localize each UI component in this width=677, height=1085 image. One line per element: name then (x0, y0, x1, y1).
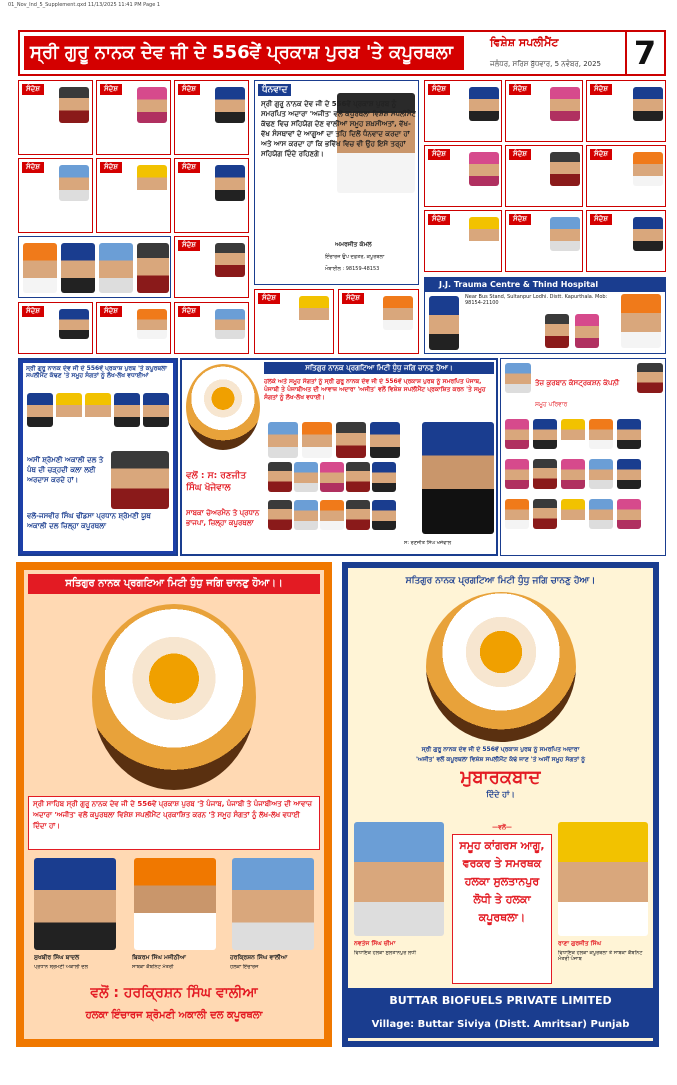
portrait (99, 243, 133, 293)
message-box (18, 158, 93, 233)
message-box (174, 158, 249, 233)
ad-left-body: ਸ੍ਰੀ ਸਾਹਿਬ ਸ੍ਰੀ ਗੁਰੂ ਨਾਨਕ ਦੇਵ ਜੀ ਦੇ 556ਵੇਂ ਪ੍ਰਕਾਸ਼ ਪੁਰਬ 'ਤੇ ਪੰਜਾਬ, ਪੰਜਾਬੀ ਤੇ ਪੰਜਾਬੀਅਤ ਦੀ ਆਵਾਜ਼ ਅਦਾਰਾ 'ਅਜੀਤ' ਵਲੋਂ ਕਪੂਰਥਲਾ ਵਿਸ਼ੇਸ਼ ਸਪਲੀਮੈਂਟ ਪ੍ਰਕਾਸ਼ਿਤ ਕਰਨ 'ਤੇ ਸਮੂਹ ਸੰਗਤਾਂ ਨੂੰ ਲੱਖ-ਲੱਖ ਵਧਾਈ ਦਿੰਦਾ ਹਾਂ। (28, 796, 320, 850)
portrait (575, 314, 599, 348)
portrait (589, 459, 613, 489)
message-label: ਸੰਦੇਸ਼ (100, 306, 122, 317)
ad-right-line1: ਸ੍ਰੀ ਗੁਰੂ ਨਾਨਕ ਦੇਵ ਜੀ ਦੇ 556ਵੇਂ ਪ੍ਰਕਾਸ਼ ਪੁਰਬ ਨੂੰ ਸਮਰਪਿਤ ਅਦਾਰਾ (421, 746, 580, 753)
ad-left-from: ਵਲੋਂ : ਹਰਕ੍ਰਿਸ਼ਨ ਸਿੰਘ ਵਾਲੀਆ (90, 985, 258, 1001)
message-box (174, 236, 249, 298)
portrait (23, 243, 57, 293)
thanks-body: ਸ੍ਰੀ ਗੁਰੂ ਨਾਨਕ ਦੇਵ ਜੀ ਦੇ 556ਵੇਂ ਪ੍ਰਕਾਸ਼ ਪੁਰਬ ਨੂੰ ਸਮਰਪਿਤ ਅਦਾਰਾ 'ਅਜੀਤ' ਵਲੋਂ ਕਪੂਰਥਲਾ ਵਿਸ਼ੇਸ਼ ਸਪਲੀਮੈਂਟ ਕੱਢਣ ਵਿਚ ਸਹਿਯੋਗ ਦੇਣ ਵਾਲੀਆਂ ਸਮੂਹ ਸ਼ਖ਼ਸੀਅਤਾਂ, ਵੱਖ-ਵੱਖ ਸੰਸਥਾਵਾਂ ਦੇ ਆਗੂਆਂ ਦਾ ਤਹਿ ਦਿਲੋਂ ਧੰਨਵਾਦ ਕਰਦਾ ਹਾਂ ਅਤੇ ਆਸ ਕਰਦਾ ਹਾਂ ਕਿ ਭਵਿੱਖ ਵਿਚ ਵੀ ਉਹ ਇਸੇ ਤਰ੍ਹਾਂ ਸਹਿਯੋਗ ਦਿੰਦੇ ਰਹਿਣਗੇ। (261, 100, 416, 158)
message-label: ਸੰਦੇਸ਼ (428, 84, 450, 95)
mid-left-body: ਅਸੀਂ ਸ਼੍ਰੋਮਣੀ ਅਕਾਲੀ ਦਲ ਤੇ ਪੰਥ ਦੀ ਚੜ੍ਹਦੀ ਕਲਾ ਲਈ ਅਰਦਾਸ ਕਰਦੇ ਹਾਂ। (27, 456, 104, 484)
portrait (56, 393, 82, 427)
ad-right-line2: 'ਅਜੀਤ' ਵਲੋਂ ਕਪੂਰਥਲਾ ਵਿਸ਼ੇਸ਼ ਸਪਲੀਮੈਂਟ ਕੱਢੇ ਜਾਣ 'ਤੇ ਅਸੀਂ ਸਮੂਹ ਸੰਗਤਾਂ ਨੂੰ (415, 756, 586, 763)
portrait (633, 217, 663, 251)
portrait (370, 422, 400, 458)
page-title: ਸ੍ਰੀ ਗੁਰੂ ਨਾਨਕ ਦੇਵ ਜੀ ਦੇ 556ਵੇਂ ਪ੍ਰਕਾਸ਼ ਪੁਰਬ 'ਤੇ ਕਪੂਰਥਲਾ (24, 36, 464, 70)
mid-center-ad (180, 358, 498, 556)
message-label: ਸੰਦੇਸ਼ (100, 84, 122, 95)
portrait (561, 459, 585, 489)
message-label: ਸੰਦੇਸ਼ (100, 162, 122, 173)
message-label: ਸੰਦੇਸ਼ (590, 84, 612, 95)
message-box (424, 80, 502, 142)
mid-center-role: ਸਾਬਕਾ ਚੇਅਰਮੈਨ ਤੇ ਪ੍ਰਧਾਨ ਭਾਜਪਾ, ਜ਼ਿਲ੍ਹਾ ਕਪੂਰਥਲਾ (186, 509, 260, 527)
portrait (617, 419, 641, 449)
mid-center-from: ਵਲੋਂ : ਸ: ਰਣਜੀਤ ਸਿੰਘ ਖੋਜੇਵਾਲ (186, 471, 247, 493)
group-photo-box (18, 236, 171, 298)
portrait (637, 363, 663, 393)
message-label: ਸੰਦੇਸ਼ (22, 162, 44, 173)
mid-right-ad (500, 358, 666, 556)
ad-right-from: —ਵਲੋਂ— (492, 824, 512, 831)
portrait (232, 858, 314, 950)
portrait (422, 422, 494, 534)
portrait (336, 422, 366, 458)
portrait (533, 499, 557, 529)
message-box (424, 210, 502, 272)
portrait (346, 500, 370, 530)
person-role: ਸਾਬਕਾ ਕੈਬਨਿਟ ਮੰਤਰੀ (132, 964, 174, 970)
message-label: ਸੰਦੇਸ਼ (428, 214, 450, 225)
message-label: ਸੰਦੇਸ਼ (22, 306, 44, 317)
mid-center-banner: ਸਤਿਗੁਰ ਨਾਨਕ ਪ੍ਰਗਟਿਆ ਮਿਟੀ ਧੁੰਧੁ ਜਗਿ ਚਾਨਣੁ ਹੋਆ। (264, 362, 494, 374)
message-box (505, 210, 583, 272)
portrait (633, 152, 663, 186)
message-box (586, 80, 666, 142)
portrait (215, 309, 245, 339)
portrait (59, 87, 89, 123)
message-box (505, 145, 583, 207)
message-box (96, 80, 171, 155)
message-box (18, 80, 93, 155)
message-box (586, 210, 666, 272)
message-box (174, 80, 249, 155)
portrait (617, 499, 641, 529)
mid-left-ad (18, 358, 178, 556)
upper-grid (18, 80, 666, 355)
portrait (354, 822, 444, 936)
page-number: 7 (625, 32, 663, 74)
portrait (294, 462, 318, 492)
portrait (621, 294, 661, 348)
message-label: ਸੰਦੇਸ਼ (428, 149, 450, 160)
message-label: ਸੰਦੇਸ਼ (509, 214, 531, 225)
portrait (633, 87, 663, 121)
supplement-label: ਵਿਸ਼ੇਸ਼ ਸਪਲੀਮੈਂਟ (490, 36, 559, 49)
mid-left-lead: ਸ੍ਰੀ ਗੁਰੂ ਨਾਨਕ ਦੇਵ ਜੀ ਦੇ 556ਵੇਂ ਪ੍ਰਕਾਸ਼ ਪੁਰਬ 'ਤੇ ਕਪੂਰਥਲਾ ਸਪਲੀਮੈਂਟ ਕੱਢਣ 'ਤੇ ਸਮੂਹ ਸੰਗਤਾਂ ਨੂੰ ਲੱਖ-ਲੱਖ ਵਧਾਈਆਂ (26, 365, 167, 379)
portrait (545, 314, 569, 348)
thanks-role: ਇੰਚਾਰਜ ਉਪ ਦਫ਼ਤਰ, ਕਪੂਰਥਲਾ (325, 254, 385, 260)
portrait (533, 419, 557, 449)
message-box (96, 302, 171, 354)
portrait (268, 422, 298, 458)
print-slug: 01_Nov_Ind_5_Supplement.qxd 11/13/2025 11:41 PM Page 1 (8, 2, 161, 8)
portrait (215, 165, 245, 201)
message-label: ਸੰਦੇਸ਼ (342, 293, 364, 304)
person-name: ਰਾਣਾ ਗੁਰਜੀਤ ਸਿੰਘ (558, 940, 602, 947)
portrait (505, 363, 531, 393)
message-label: ਸੰਦੇਸ਼ (178, 306, 200, 317)
ad-right-banner: ਸਤਿਗੁਰ ਨਾਨਕ ਪ੍ਰਗਟਿਆ ਮਿਟੀ ਧੁੰਧੁ ਜਗਿ ਚਾਨਣੁ ਹੋਆ। (405, 576, 596, 586)
portrait (59, 165, 89, 201)
person-name: ਹਰਕ੍ਰਿਸ਼ਨ ਸਿੰਘ ਵਾਲੀਆ (230, 954, 288, 961)
mid-left-inner (23, 363, 173, 551)
portrait (137, 243, 169, 293)
portrait (294, 500, 318, 530)
portrait (299, 296, 329, 330)
portrait (85, 393, 111, 427)
portrait (34, 858, 116, 950)
portrait (372, 500, 396, 530)
mid-right-title: ਤੇਜ਼ ਕੁਰਬਾਨ ਕੰਸਟ੍ਰਕਸ਼ਨ ਕੰਪਨੀ (535, 379, 620, 387)
portrait (383, 296, 413, 330)
portrait (215, 87, 245, 123)
portrait (268, 462, 292, 492)
person-role: ਪ੍ਰਧਾਨ ਸ਼੍ਰੋਮਣੀ ਅਕਾਲੀ ਦਲ (34, 964, 88, 970)
person-role: ਵਿਧਾਇਕ ਹਲਕਾ ਕਪੂਰਥਲਾ ਤੇ ਸਾਬਕਾ ਕੈਬਨਿਟ ਮੰਤਰੀ ਪੰਜਾਬ (558, 950, 643, 962)
hospital-ad (424, 277, 666, 354)
person-role: ਵਿਧਾਇਕ ਹਲਕਾ ਸੁਲਤਾਨਪੁਰ ਲੋਧੀ (354, 950, 416, 956)
portrait (111, 451, 169, 509)
message-label: ਸੰਦੇਸ਼ (178, 162, 200, 173)
message-box (505, 80, 583, 142)
portrait (61, 243, 95, 293)
company-name: BUTTAR BIOFUELS PRIVATE LIMITED (348, 988, 653, 1014)
hospital-address: Near Bus Stand, Sultanpur Lodhi. Distt. Kapurthala. Mob: 98154-21100 (465, 294, 608, 306)
message-label: ਸੰਦੇਸ਼ (22, 84, 44, 95)
portrait (617, 459, 641, 489)
portrait (469, 217, 499, 251)
portrait (215, 243, 245, 277)
portrait (268, 500, 292, 530)
portrait (469, 87, 499, 121)
portrait (589, 419, 613, 449)
portrait (137, 309, 167, 339)
portrait (137, 87, 167, 123)
portrait (550, 152, 580, 186)
message-box (18, 302, 93, 354)
portrait (550, 217, 580, 251)
message-box (338, 289, 419, 354)
thanks-box (254, 80, 419, 285)
akali-dal-ad (16, 562, 332, 1047)
person-name: ਨਵਤੇਜ ਸਿੰਘ ਚੀਮਾ (354, 940, 396, 947)
portrait (550, 87, 580, 121)
message-box (254, 289, 334, 354)
mid-right-sub: ਸਮੂਹ ਪਰਿਵਾਰ (535, 401, 568, 408)
guru-nanak-portrait (426, 592, 576, 742)
message-label: ਸੰਦੇਸ਼ (590, 214, 612, 225)
message-label: ਸੰਦੇਸ਼ (509, 149, 531, 160)
message-label: ਸੰਦੇਸ਼ (509, 84, 531, 95)
message-box (174, 302, 249, 354)
message-label: ਸੰਦੇਸ਼ (178, 240, 200, 251)
ad-right-dinde: ਦਿੰਦੇ ਹਾਂ। (486, 790, 515, 799)
congress-ad (342, 562, 659, 1047)
portrait (143, 393, 169, 427)
portrait (302, 422, 332, 458)
person-role: ਹਲਕਾ ਇੰਚਾਰਜ (230, 964, 259, 970)
portrait (320, 462, 344, 492)
message-box (96, 158, 171, 233)
portrait (27, 393, 53, 427)
message-box (586, 145, 666, 207)
portrait-caption: ਸ: ਰਣਜੀਤ ਸਿੰਘ ਖੋਜੇਵਾਲ (404, 540, 452, 546)
portrait (114, 393, 140, 427)
portrait (505, 499, 529, 529)
portrait (505, 459, 529, 489)
portrait (137, 165, 167, 201)
message-label: ਸੰਦੇਸ਼ (258, 293, 280, 304)
portrait (561, 419, 585, 449)
portrait (558, 822, 648, 936)
mid-left-from: ਵਲੋਂ-ਜਸਵੀਰ ਸਿੰਘ ਢੀਂਡਸਾ ਪ੍ਰਧਾਨ ਸ਼੍ਰੋਮਣੀ ਯੂਥ ਅਕਾਲੀ ਦਲ ਜ਼ਿਲ੍ਹਾ ਕਪੂਰਥਲਾ (27, 512, 151, 530)
person-name: ਬਿਕਰਮ ਸਿੰਘ ਮਜੀਠੀਆ (132, 954, 186, 961)
portrait (429, 296, 459, 350)
masthead (18, 30, 666, 76)
mid-center-body: ਹਲਕੇ ਅਤੇ ਸਮੂਹ ਸੰਗਤਾਂ ਨੂੰ ਸ੍ਰੀ ਗੁਰੂ ਨਾਨਕ ਦੇਵ ਜੀ ਦੇ 556ਵੇਂ ਪ੍ਰਕਾਸ਼ ਪੁਰਬ ਨੂੰ ਸਮਰਪਿਤ ਪੰਜਾਬ, ਪੰਜਾਬੀ ਤੇ ਪੰਜਾਬੀਅਤ ਦੀ ਆਵਾਜ਼ ਅਦਾਰਾ 'ਅਜੀਤ' ਵਲੋਂ ਵਿਸ਼ੇਸ਼ ਸਪਲੀਮੈਂਟ ਪ੍ਰਕਾਸ਼ਿਤ ਕਰਨ 'ਤੇ ਸਮੂਹ ਸੰਗਤਾਂ ਨੂੰ ਲੱਖ-ਲੱਖ ਵਧਾਈ। (264, 378, 486, 401)
portrait (372, 462, 396, 492)
thanks-label: ਧੰਨਵਾਦ (258, 84, 291, 96)
portrait (589, 499, 613, 529)
portrait (561, 499, 585, 529)
thanks-signatory: ਅਮਰਜੀਤ ਕੋਮਲ (335, 241, 372, 248)
ad-right-mubarak: ਮੁਬਾਰਕਬਾਦ (460, 767, 541, 788)
company-address: Village: Buttar Siviya (Distt. Amritsar) Punjab (348, 1014, 653, 1038)
message-label: ਸੰਦੇਸ਼ (590, 149, 612, 160)
ad-left-from-role: ਹਲਕਾ ਇੰਚਾਰਜ ਸ਼੍ਰੋਮਣੀ ਅਕਾਲੀ ਦਲ ਕਪੂਰਥਲਾ (85, 1010, 263, 1021)
message-label: ਸੰਦੇਸ਼ (178, 84, 200, 95)
portrait (533, 459, 557, 489)
portrait (59, 309, 89, 339)
guru-nanak-portrait (186, 364, 260, 450)
ad-right-congress: ਸਮੂਹ ਕਾਂਗਰਸ ਆਗੂ, ਵਰਕਰ ਤੇ ਸਮਰਥਕ ਹਲਕਾ ਸੁਲਤਾਨਪੁਰ ਲੋਧੀ ਤੇ ਹਲਕਾ ਕਪੂਰਥਲਾ। (452, 834, 552, 984)
thanks-phone: ਮੋਬਾਈਲ : 98159-48153 (325, 266, 380, 272)
portrait (320, 500, 344, 530)
hospital-name: J.J. Trauma Centre & Thind Hospital (425, 278, 665, 292)
guru-nanak-portrait (92, 604, 256, 790)
person-name: ਸੁਖਬੀਰ ਸਿੰਘ ਬਾਦਲ (34, 954, 80, 961)
message-box (424, 145, 502, 207)
portrait (505, 419, 529, 449)
portrait (469, 152, 499, 186)
ad-left-banner: ਸਤਿਗੁਰ ਨਾਨਕ ਪ੍ਰਗਟਿਆ ਮਿਟੀ ਧੁੰਧੁ ਜਗਿ ਚਾਨਣੁ ਹੋਆ।। (28, 574, 320, 594)
portrait (346, 462, 370, 492)
dateline: ਜਲੰਧਰ, ਸਰਿਸ਼ ਬੁੱਧਵਾਰ, 5 ਨਵੰਬਰ, 2025 (490, 60, 602, 68)
portrait (134, 858, 216, 950)
